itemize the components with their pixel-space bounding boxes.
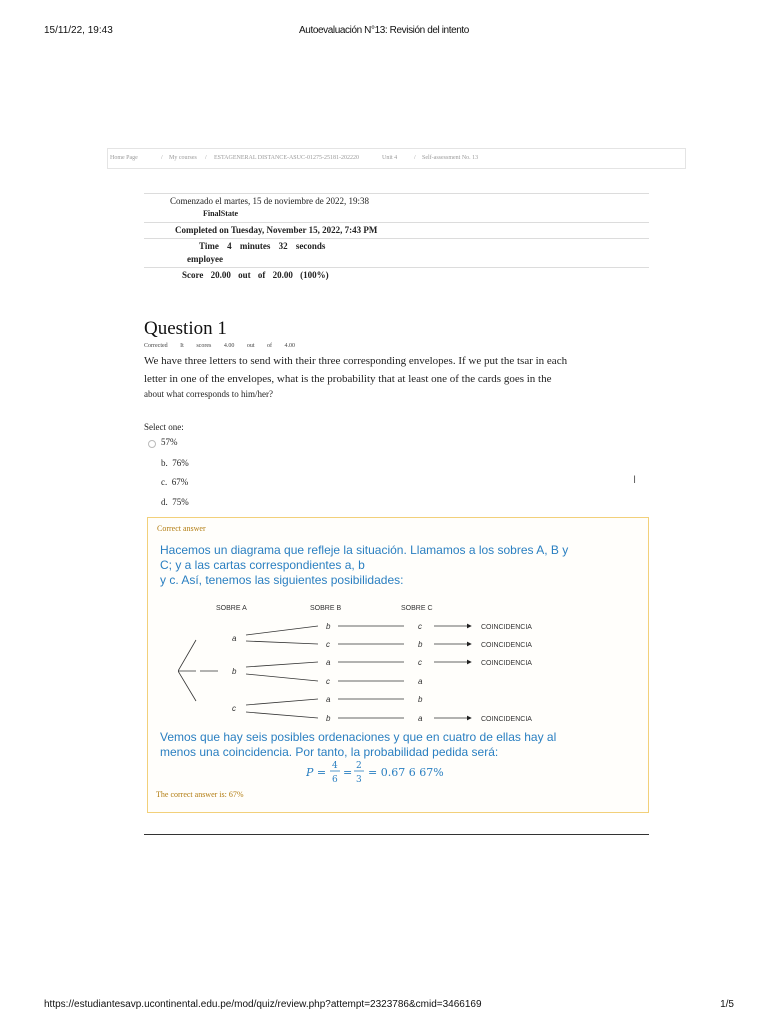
diagram-letter: b [418,640,423,649]
print-footer-url: https://estudiantesavp.ucontinental.edu.pe/mod/quiz/review.php?attempt=2323786&cmid=3466169 [44,999,482,1010]
option-d[interactable] [161,497,189,507]
breadcrumb [107,148,686,169]
diagram-letter: c [418,658,422,667]
formula-numerator: 4 [332,761,338,771]
diagram-letter: c [326,640,330,649]
breadcrumb-home[interactable]: Home Page [110,155,138,161]
breadcrumb-my-courses[interactable]: My courses [169,155,197,161]
select-one-label: Select one: [144,422,184,432]
attempt-summary [144,193,649,283]
tree-diagram [178,598,598,728]
feedback-text-line: Hacemos un diagrama que refleje la situación. Llamamos a los sobres A, B y [160,543,569,557]
option-letter: b. [161,458,168,468]
option-letter: d. [161,497,168,507]
feedback-text-line: y c. Así, tenemos las siguientes posibilidades: [160,573,404,587]
feedback-box [147,517,649,813]
option-text: 75% [172,497,189,507]
breadcrumb-quiz[interactable]: Self-assessment No. 13 [422,155,479,161]
diagram-letter: b [418,695,423,704]
formula-operator: = [343,766,353,779]
option-c[interactable] [161,477,188,487]
diagram-result: COINCIDENCIA [481,716,532,723]
option-text: 57% [161,437,178,447]
option-a[interactable] [161,437,178,447]
feedback-text-line: menos una coincidencia. Por tanto, la probabilidad pedida será: [160,745,499,759]
breadcrumb-unit[interactable]: Unit 4 [382,155,398,161]
summary-time: Time 4 minutes 32 seconds [199,241,326,251]
diagram-result: COINCIDENCIA [481,642,532,649]
diagram-letter: c [326,677,330,686]
diagram-result: COINCIDENCIA [481,660,532,667]
question-info-word: out [246,343,255,349]
divider [144,834,649,835]
probability-formula [306,758,466,788]
summary-completed: Completed on Tuesday, November 15, 2022, 7:43 PM [175,225,378,235]
formula-rhs: = 0.67 6 67% [368,766,444,779]
question-text-line: letter in one of the envelopes, what is the probability that at least one of the cards goes in the [144,373,552,385]
breadcrumb-separator: / [205,155,207,161]
summary-employee: employee [187,254,223,264]
breadcrumb-separator: / [161,155,163,161]
feedback-label: Correct answer [157,524,206,533]
question-text-line: We have three letters to send with their three corresponding envelopes. If we put the tsar in each [144,355,568,367]
option-letter: c. [161,477,168,487]
diagram-header: SOBRE A [216,605,247,612]
formula-denominator: 3 [356,775,362,785]
print-footer-page: 1/5 [720,999,734,1010]
option-text: 67% [171,477,189,487]
diagram-letter: a [326,695,331,704]
print-header-title: Autoevaluación N°13: Revisión del intento [299,25,469,36]
diagram-letter: c [232,704,236,713]
diagram-result: COINCIDENCIA [481,624,532,631]
diagram-letter: c [418,622,422,631]
feedback-text-line: Vemos que hay seis posibles ordenaciones y que en cuatro de ellas hay al [160,730,557,744]
breadcrumb-separator: / [414,155,416,161]
diagram-letter: b [326,714,331,723]
diagram-header: SOBRE C [401,605,433,612]
diagram-letter: a [326,658,331,667]
diagram-letter: a [232,634,237,643]
option-b[interactable] [161,458,189,468]
text-cursor-icon: I [633,474,637,486]
summary-started: Comenzado el martes, 15 de noviembre de 2022, 19:38 [170,196,369,206]
summary-score: Score 20.00 out of 20.00 (100%) [182,270,329,280]
formula-lhs: P = [306,766,327,779]
formula-denominator: 6 [332,775,338,785]
option-text: 76% [172,458,189,468]
diagram-letter: b [232,667,237,676]
question-info-word: It [180,343,184,349]
formula-numerator: 2 [356,761,362,771]
diagram-letter: b [326,622,331,631]
print-header-datetime: 15/11/22, 19:43 [44,25,113,36]
question-title: Question 1 [144,318,227,339]
question-info [144,343,306,349]
question-text-line: about what corresponds to him/her? [144,389,273,399]
diagram-header: SOBRE B [310,605,342,612]
question-info-word: 4.00 [223,343,235,349]
correct-answer-text: The correct answer is: 67% [156,790,244,799]
option-radio[interactable] [148,440,156,448]
diagram-letter: a [418,714,423,723]
question-info-word: Corrected [144,343,168,349]
question-info-word: 4.00 [284,343,295,349]
summary-state: FinalState [203,209,239,218]
question-info-word: of [267,343,272,349]
question-info-word: scores [196,343,212,349]
diagram-letter: a [418,677,423,686]
feedback-text-line: C; y a las cartas correspondientes a, b [160,558,365,572]
breadcrumb-course[interactable]: ESTAGENERAL DISTANCE-ASUC-01275-25181-202220 [214,155,359,161]
